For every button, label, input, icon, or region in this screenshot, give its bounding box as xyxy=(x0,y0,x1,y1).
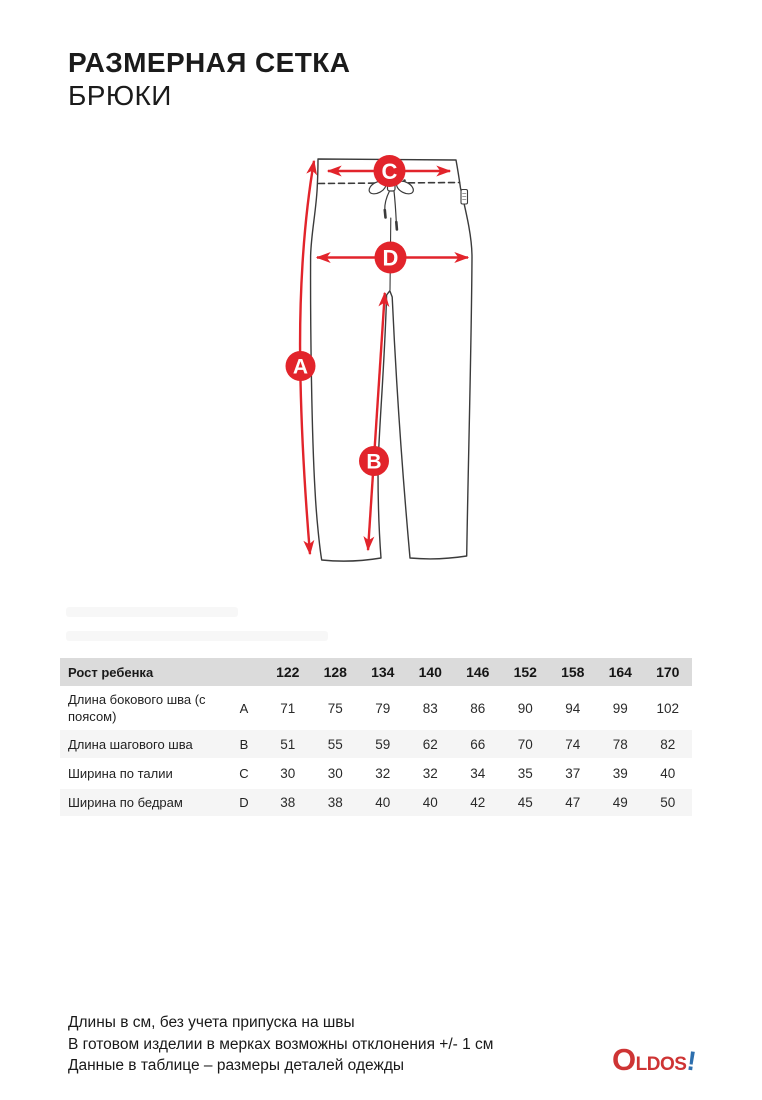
value-cell: 94 xyxy=(565,700,581,716)
value-cell: 32 xyxy=(422,766,438,781)
table-row-side-seam xyxy=(60,686,692,728)
value-cell: 66 xyxy=(470,736,486,752)
badge-B-letter: B xyxy=(366,450,382,474)
table-row-waist-width xyxy=(60,758,692,787)
faded-text-artifact xyxy=(66,631,328,641)
faded-text-artifact xyxy=(66,607,238,617)
value-cell: 71 xyxy=(280,700,296,716)
header-size-cell: 158 xyxy=(561,664,585,680)
title-line-1: РАЗМЕРНАЯ СЕТКА xyxy=(68,47,351,78)
row-label: Ширина по талии xyxy=(68,766,173,781)
table-header-row xyxy=(60,658,692,686)
header-size-cell: 128 xyxy=(323,664,347,680)
measure-letter: C xyxy=(239,766,249,781)
title-line-2: БРЮКИ xyxy=(68,80,172,111)
value-cell: 82 xyxy=(660,736,676,752)
value-cell: 49 xyxy=(612,795,628,810)
value-cell: 75 xyxy=(327,700,343,716)
value-cell: 40 xyxy=(375,795,391,810)
value-cell: 79 xyxy=(375,700,391,716)
pants-outline-drawing xyxy=(311,159,472,561)
badge-D-letter: D xyxy=(382,245,399,271)
value-cell: 83 xyxy=(422,700,438,716)
value-cell: 86 xyxy=(470,700,486,716)
value-cell: 59 xyxy=(375,736,391,752)
value-cell: 34 xyxy=(470,766,486,781)
value-cell: 45 xyxy=(517,795,533,810)
value-cell: 30 xyxy=(327,766,343,781)
value-cell: 40 xyxy=(660,766,676,781)
value-cell: 51 xyxy=(280,736,296,752)
value-cell: 55 xyxy=(327,736,343,752)
note-line: В готовом изделии в мерках возможны отклонения +/- 1 см xyxy=(68,1035,494,1053)
row-label: Ширина по бедрам xyxy=(68,795,183,810)
value-cell: 74 xyxy=(565,736,581,752)
footer-notes xyxy=(68,1012,493,1077)
value-cell: 35 xyxy=(517,766,533,781)
value-cell: 70 xyxy=(517,736,533,752)
table-row-hip-width xyxy=(60,787,692,816)
oldos-logo xyxy=(612,1042,699,1078)
logo-letter-o: O xyxy=(612,1042,636,1077)
logo-letters-ldos: LDOS xyxy=(635,1054,687,1075)
measure-letter: D xyxy=(239,795,249,810)
header-size-cell: 134 xyxy=(371,664,395,680)
value-cell: 47 xyxy=(565,795,581,810)
header-size-cell: 170 xyxy=(656,664,680,680)
value-cell: 37 xyxy=(565,766,581,781)
measure-letter: B xyxy=(239,736,249,752)
note-line: Данные в таблице – размеры деталей одежды xyxy=(68,1057,404,1074)
header-size-cell: 140 xyxy=(418,664,442,680)
value-cell: 62 xyxy=(422,736,438,752)
value-cell: 38 xyxy=(327,795,343,810)
header-size-cell: 164 xyxy=(608,664,632,680)
value-cell: 30 xyxy=(280,766,296,781)
side-tag xyxy=(461,190,468,205)
pants-measurement-diagram xyxy=(268,140,500,620)
value-cell: 32 xyxy=(375,766,391,781)
header-size-cell: 152 xyxy=(513,664,537,680)
row-label: Длина шагового шва xyxy=(68,736,193,752)
header-growth-label: Рост ребенка xyxy=(68,664,154,680)
value-cell: 39 xyxy=(612,766,628,781)
note-line: Длины в см, без учета припуска на швы xyxy=(68,1014,355,1031)
size-table xyxy=(60,658,692,816)
value-cell: 102 xyxy=(656,700,680,716)
row-label: Длина бокового шва (с поясом) xyxy=(68,692,206,724)
value-cell: 50 xyxy=(660,795,676,810)
badge-A-letter: A xyxy=(292,355,309,379)
page-title xyxy=(68,46,350,112)
header-size-cell: 122 xyxy=(276,664,300,680)
table-row-inseam xyxy=(60,728,692,758)
value-cell: 78 xyxy=(612,736,628,752)
value-cell: 42 xyxy=(470,795,486,810)
measure-letter: A xyxy=(239,700,249,716)
value-cell: 38 xyxy=(280,795,296,810)
value-cell: 99 xyxy=(612,700,628,716)
value-cell: 40 xyxy=(422,795,438,810)
logo-exclamation: ! xyxy=(685,1045,699,1077)
badge-C-letter: C xyxy=(381,159,398,184)
header-size-cell: 146 xyxy=(466,664,490,680)
value-cell: 90 xyxy=(517,700,533,716)
